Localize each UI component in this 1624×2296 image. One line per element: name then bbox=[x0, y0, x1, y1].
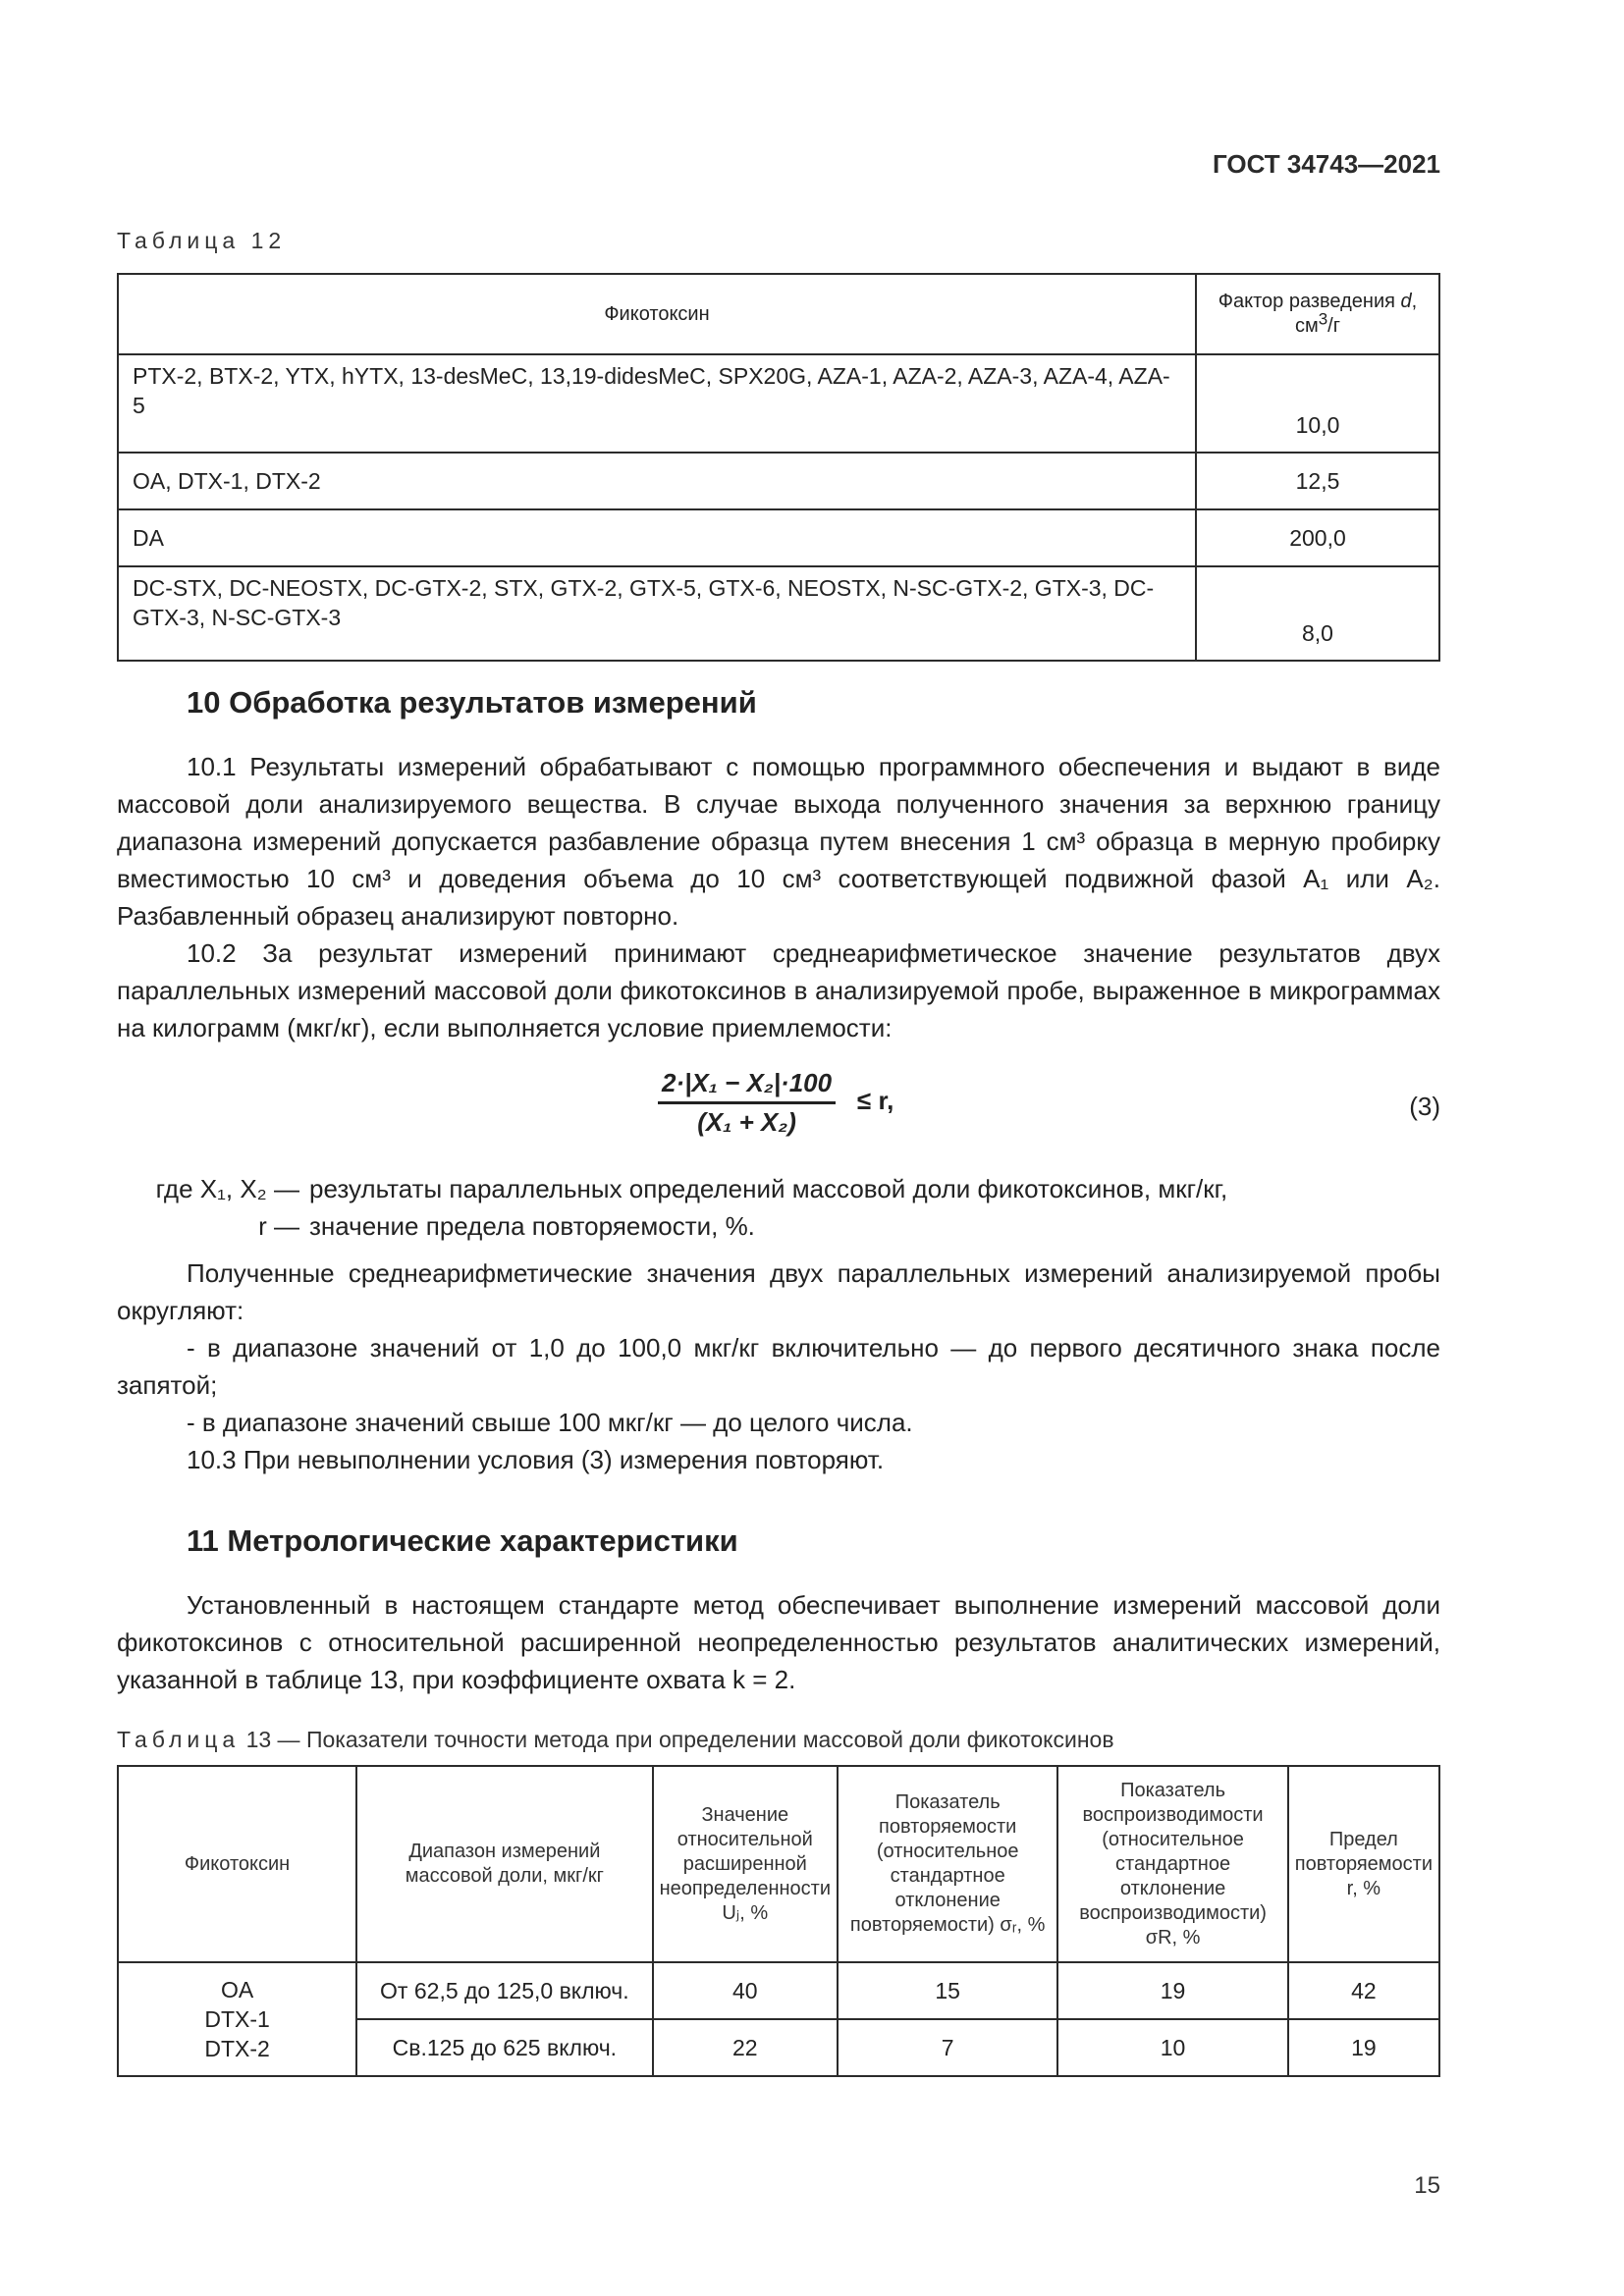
table-row bbox=[118, 509, 1439, 566]
dilution-value: 200,0 bbox=[1196, 509, 1439, 566]
repeatability-cell: 15 bbox=[838, 1962, 1057, 2019]
formula-denominator: (X₁ + X₂) bbox=[697, 1107, 796, 1137]
table-13 bbox=[117, 1765, 1440, 2077]
section-10-body bbox=[117, 748, 1440, 1046]
reproducibility-cell: 10 bbox=[1057, 2019, 1287, 2076]
section-10-title: 10 Обработка результатов измерений bbox=[187, 685, 757, 720]
paragraph-10-1: 10.1 Результаты измерений обрабатывают с помощью программного обеспечения и выдают в виде массовой доли анализируемого вещества. В случае выхода полученного значения за верхнюю границу диапазона измерений допускается разбавление образца путем внесения 1 см³ образца в мерную пробирку вместимостью 10 см³ и доведения объема до 10 см³ соответствующей подвижной фазой A₁ или A₂. Разбавленный образец анализируют повторно. bbox=[117, 752, 1440, 931]
legend-symbol: где X₁, X₂ — bbox=[155, 1174, 299, 1203]
fraction-bar bbox=[658, 1101, 836, 1104]
paragraph-11: Установленный в настоящем стандарте метод обеспечивает выполнение измерений массовой доли фикотоксинов с относительной расширенной неопределенностью результатов аналитических измерений, указанной в таблице 13, при коэффициенте охвата k = 2. bbox=[117, 1590, 1440, 1694]
header-range: Диапазон измерений массовой доли, мкг/кг bbox=[356, 1766, 652, 1962]
standard-id: ГОСТ 34743—2021 bbox=[1213, 149, 1440, 179]
table-header-row bbox=[118, 274, 1439, 354]
limit-cell: 19 bbox=[1288, 2019, 1439, 2076]
header-dilution-factor: Фактор разведения d, $см^3/г$ bbox=[1196, 274, 1439, 354]
table-row bbox=[118, 1962, 1439, 2019]
paragraph-range-1: - в диапазоне значений от 1,0 до 100,0 мкг/кг включительно — до первого десятичного знака после запятой; bbox=[117, 1333, 1440, 1400]
formula-numerator: 2·|X₁ − X₂|·100 bbox=[662, 1068, 833, 1097]
toxin-list: OA, DTX-1, DTX-2 bbox=[118, 453, 1196, 509]
table-12 bbox=[117, 273, 1440, 662]
table-header-row bbox=[118, 1766, 1439, 1962]
toxin-list: PTX-2, BTX-2, YTX, hYTX, 13-desMeC, 13,19-didesMeC, SPX20G, AZA-1, AZA-2, AZA-3, AZA-4, AZA-5 bbox=[118, 354, 1196, 453]
uncertainty-cell: 22 bbox=[653, 2019, 838, 2076]
formula-fraction bbox=[658, 1068, 836, 1138]
page-number: 15 bbox=[1414, 2172, 1440, 2199]
paragraph-rounding: Полученные среднеарифметические значения двух параллельных измерений анализируемой пробы округляют: bbox=[117, 1258, 1440, 1325]
header-uncertainty: Значение относительной расширенной неопределенности Uⱼ, % bbox=[653, 1766, 838, 1962]
header-reproducibility: Показатель воспроизводимости (относительное стандартное отклонение воспроизводимости) σR, % bbox=[1057, 1766, 1287, 1962]
range-cell: От 62,5 до 125,0 включ. bbox=[356, 1962, 652, 2019]
table13-caption: Таблица 13 — Показатели точности метода при определении массовой доли фикотоксинов bbox=[117, 1727, 1114, 1752]
paragraph-range-2: - в диапазоне значений свыше 100 мкг/кг — до целого числа. bbox=[187, 1408, 913, 1437]
repeatability-cell: 7 bbox=[838, 2019, 1057, 2076]
dilution-value: 12,5 bbox=[1196, 453, 1439, 509]
table-row bbox=[118, 453, 1439, 509]
dilution-value: 8,0 bbox=[1196, 566, 1439, 661]
paragraph-10-2: 10.2 За результат измерений принимают среднеарифметическое значение результатов двух параллельных измерений массовой доли фикотоксинов в анализируемой пробе, выраженное в микрограммах на килограмм (мкг/кг), если выполняется условие приемлемости: bbox=[117, 938, 1440, 1042]
legend-text: результаты параллельных определений массовой доли фикотоксинов, мкг/кг, bbox=[309, 1174, 1228, 1203]
formula-3 bbox=[648, 1068, 943, 1147]
table-row bbox=[118, 566, 1439, 661]
section-10-rounding bbox=[117, 1255, 1440, 1478]
legend-text: значение предела повторяемости, %. bbox=[309, 1211, 755, 1241]
header-repeatability-limit: Предел повторяемости r, % bbox=[1288, 1766, 1439, 1962]
reproducibility-cell: 19 bbox=[1057, 1962, 1287, 2019]
uncertainty-cell: 40 bbox=[653, 1962, 838, 2019]
section-11-title: 11 Метрологические характеристики bbox=[187, 1523, 738, 1558]
toxin-list: DA bbox=[118, 509, 1196, 566]
legend-symbol: r — bbox=[258, 1211, 299, 1241]
header-phycotoxin: Фикотоксин bbox=[118, 1766, 356, 1962]
toxin-group: OA DTX-1 DTX-2 bbox=[118, 1962, 356, 2076]
table-row bbox=[118, 354, 1439, 453]
table12-caption: Таблица 12 bbox=[117, 228, 287, 253]
formula-number: (3) bbox=[1409, 1092, 1440, 1121]
dilution-value: 10,0 bbox=[1196, 354, 1439, 453]
section-11-body bbox=[117, 1586, 1440, 1698]
header-repeatability: Показатель повторяемости (относительное стандартное отклонение повторяемости) σᵣ, % bbox=[838, 1766, 1057, 1962]
formula-relation: ≤ r, bbox=[857, 1086, 894, 1115]
header-phycotoxin: Фикотоксин bbox=[118, 274, 1196, 354]
range-cell: Св.125 до 625 включ. bbox=[356, 2019, 652, 2076]
limit-cell: 42 bbox=[1288, 1962, 1439, 2019]
paragraph-10-3: 10.3 При невыполнении условия (3) измерения повторяют. bbox=[187, 1445, 885, 1474]
toxin-list: DC-STX, DC-NEOSTX, DC-GTX-2, STX, GTX-2, GTX-5, GTX-6, NEOSTX, N-SC-GTX-2, GTX-3, DC-GTX-3, N-SC-GTX-3 bbox=[118, 566, 1196, 661]
